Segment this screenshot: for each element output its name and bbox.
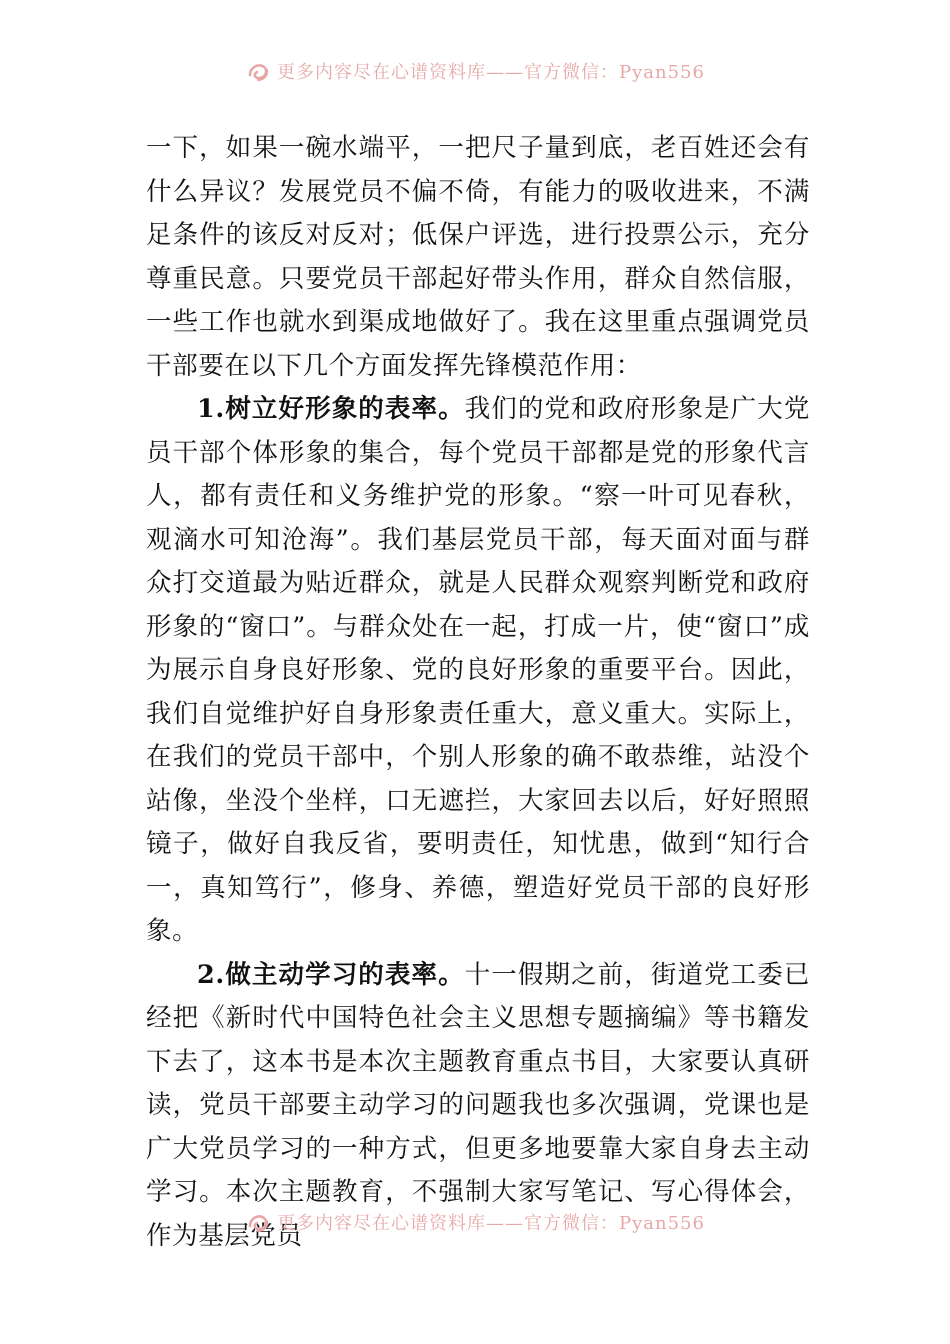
document-body	[146, 127, 810, 1258]
paragraph-text: 十一假期之前，街道党工委已经把《新时代中国特色社会主义思想专题摘编》等书籍发下去了，这本书是本次主题教育重点书目，大家要认真研读，党员干部要主动学习的问题我也多次强调，党课也是广大党员学习的一种方式，但更多地要靠大家自身去主动学习。本次主题教育，不强制大家写笔记、写心得体会，作为基层党员	[146, 959, 810, 1251]
paragraph-heading: 1.树立好形象的表率。	[197, 394, 465, 424]
header-watermark	[0, 54, 950, 88]
paragraph-heading: 2.做主动学习的表率。	[197, 959, 465, 990]
paragraph-text: 一下，如果一碗水端平，一把尺子量到底，老百姓还会有什么异议？发展党员不偏不倚，有能力的吸收进来，不满足条件的该反对反对；低保户评选，进行投票公示，充分尊重民意。只要党员干部起好带头作用，群众自然信服，一些工作也就水到渠成地做好了。我在这里重点强调党员干部要在以下几个方面发挥先锋模范作用：	[146, 133, 810, 381]
footer-watermark	[0, 1205, 950, 1239]
paragraph-continuation	[146, 127, 810, 388]
paragraph-point-1	[146, 388, 810, 954]
footer-watermark-text: 更多内容尽在心谱资料库——官方微信：Pyan556	[277, 1213, 705, 1234]
header-watermark-text: 更多内容尽在心谱资料库——官方微信：Pyan556	[277, 62, 705, 83]
swirl-logo-icon	[245, 58, 271, 84]
swirl-logo-icon	[245, 1209, 271, 1235]
paragraph-text: 我们的党和政府形象是广大党员干部个体形象的集合，每个党员干部都是党的形象代言人，都有责任和义务维护党的形象。“察一叶可见春秋，观滴水可知沧海”。我们基层党员干部，每天面对面与群众打交道最为贴近群众，就是人民群众观察判断党和政府形象的“窗口”。与群众处在一起，打成一片，使“窗口”成为展示自身良好形象、党的良好形象的重要平台。因此，我们自觉维护好自身形象责任重大，意义重大。实际上，在我们的党员干部中，个别人形象的确不敢恭维，站没个站像，坐没个坐样，口无遮拦，大家回去以后，好好照照镜子，做好自我反省，要明责任，知忧患，做到“知行合一，真知笃行”，修身、养德，塑造好党员干部的良好形象。	[146, 394, 810, 946]
